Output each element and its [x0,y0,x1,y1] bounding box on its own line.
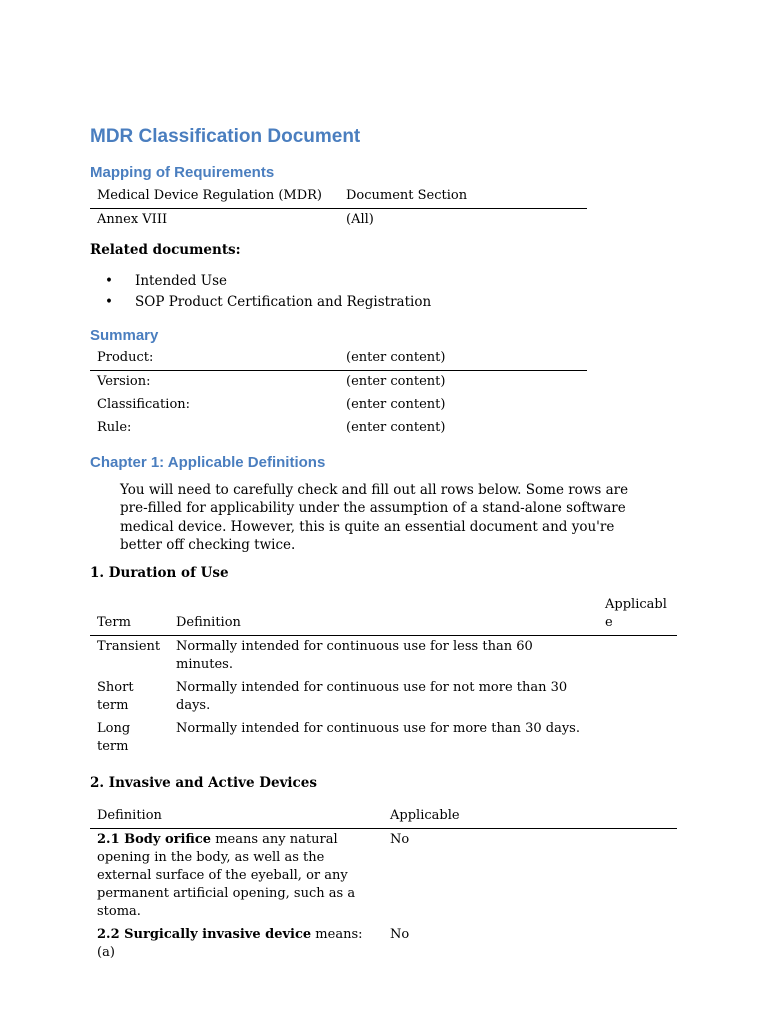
table-cell: Version: [97,374,151,389]
table-cell [598,636,677,678]
mapping-heading: Mapping of Requirements [90,164,275,181]
table-header-row [90,594,677,636]
chapter1-heading: Chapter 1: Applicable Definitions [90,454,326,471]
duration-table [90,594,677,759]
table-header-row [90,185,587,209]
table-cell: (enter content) [346,397,446,412]
table-cell: (enter content) [346,374,446,389]
table-cell: Normally intended for continuous use for less than 60 minutes. [176,639,533,672]
table-cell: No [390,927,410,942]
table-cell: (All) [346,212,374,227]
table-header-cell: Definition [169,594,598,636]
table-cell [90,924,383,965]
table-header-row [90,347,587,371]
duration-heading: 1. Duration of Use [90,565,229,581]
table-cell: Annex VIII [97,212,168,227]
table-header-cell: Product: [90,347,339,371]
table-header-cell: Applicable [598,594,677,636]
table-header-cell: Applicable [383,805,677,829]
invasive-heading: 2. Invasive and Active Devices [90,775,317,791]
table-cell: Short term [97,680,134,713]
table-header-cell: Document Section [339,185,587,209]
table-cell: Rule: [97,420,132,435]
table-cell: Classification: [97,397,191,412]
table-header-cell: (enter content) [339,347,587,371]
list-item: • Intended Use [90,271,431,292]
table-row [90,417,587,440]
related-documents-heading: Related documents: [90,242,241,258]
table-cell [598,718,677,759]
definition-text: means:(a) [97,927,363,960]
table-cell [90,829,383,925]
table-row [90,677,677,718]
definition-term: 2.1 Body orifice [97,832,212,847]
table-row [90,636,677,678]
table-header-row [90,805,677,829]
related-documents-list [90,271,431,312]
table-header-cell: Term [90,594,169,636]
definition-text: means any natural opening in the body, as well as the external surface of the eyeball, or any permanent artificial opening, such as a stoma. [97,832,356,919]
invasive-table [90,805,677,965]
table-row [90,924,677,965]
definition-term: 2.2 Surgically invasive device [97,927,312,942]
table-cell: No [390,832,410,847]
table-row [90,394,587,417]
table-row [90,718,677,759]
list-item: • SOP Product Certification and Registration [90,292,431,313]
table-cell [598,677,677,718]
chapter1-intro: You will need to carefully check and fill out all rows below. Some rows are pre-filled for applicability under the assumption of a stand-alone software medical device. However, this is quite an essential document and you're better off checking twice. [120,482,629,553]
table-row [90,209,587,233]
table-row [90,829,677,925]
table-row [90,371,587,395]
summary-heading: Summary [90,327,159,344]
table-cell: (enter content) [346,420,446,435]
summary-table [90,347,587,440]
document-title: MDR Classification Document [90,126,361,147]
table-cell: Normally intended for continuous use for not more than 30 days. [176,680,568,713]
table-header-cell: Medical Device Regulation (MDR) [90,185,339,209]
table-cell: Long term [97,721,131,754]
mapping-table [90,185,587,232]
table-header-cell: Definition [90,805,383,829]
table-cell: Transient [97,639,161,654]
table-cell: Normally intended for continuous use for more than 30 days. [176,721,580,736]
